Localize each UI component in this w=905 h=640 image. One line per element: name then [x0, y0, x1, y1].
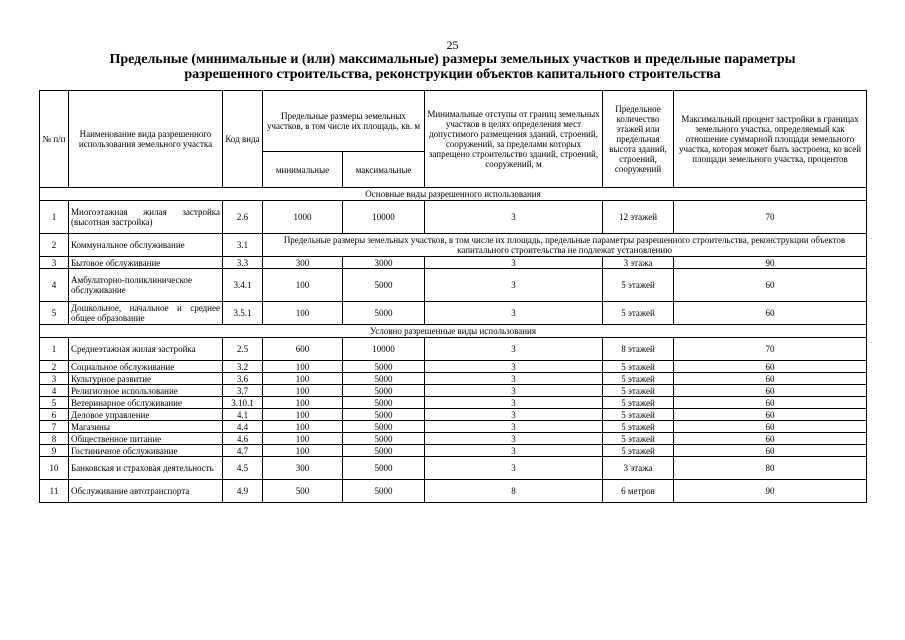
cell-min: 100: [263, 433, 343, 445]
cell-setback: 3: [425, 409, 603, 421]
table-row: [40, 338, 867, 361]
cell-setback: 3: [425, 385, 603, 397]
header-percent: Максимальный процент застройки в границах земельного участка, определяемый как отношение суммарной площади земельного участка, которая может быть застроена, ко всей площади земельного участка, процентов: [674, 91, 867, 188]
cell-max: 3000: [343, 257, 425, 269]
cell-percent: 60: [674, 361, 867, 373]
table-row: [40, 445, 867, 457]
cell-setback: 3: [425, 201, 603, 234]
cell-setback: 3: [425, 269, 603, 302]
cell-min: 100: [263, 397, 343, 409]
cell-num: 4: [40, 269, 69, 302]
land-parameters-table: [39, 90, 867, 503]
cell-name: Среднеэтажная жилая застройка: [69, 338, 223, 361]
cell-floors: 5 этажей: [603, 433, 674, 445]
title-line-2: разрешенного строительства, реконструкции объектов капитального строительства: [184, 67, 721, 82]
header-num: № п/п: [40, 91, 69, 188]
cell-code: 4.4: [223, 421, 263, 433]
table-row: [40, 201, 867, 234]
cell-num: 10: [40, 457, 69, 480]
cell-percent: 80: [674, 457, 867, 480]
header-code: Код вида: [223, 91, 263, 188]
cell-code: 3.1: [223, 234, 263, 257]
cell-max: 5000: [343, 385, 425, 397]
cell-setback: 3: [425, 445, 603, 457]
cell-name: Бытовое обслуживание: [69, 257, 223, 269]
cell-num: 1: [40, 201, 69, 234]
table-row: [40, 257, 867, 269]
cell-percent: 60: [674, 302, 867, 325]
cell-name: Культурное развитие: [69, 373, 223, 385]
cell-name: Гостиничное обслуживание: [69, 445, 223, 457]
cell-setback: 3: [425, 433, 603, 445]
cell-min: 600: [263, 338, 343, 361]
cell-min: 100: [263, 361, 343, 373]
cell-floors: 5 этажей: [603, 373, 674, 385]
table-row: [40, 421, 867, 433]
cell-max: 5000: [343, 409, 425, 421]
cell-num: 7: [40, 421, 69, 433]
cell-setback: 3: [425, 338, 603, 361]
cell-setback: 3: [425, 257, 603, 269]
cell-num: 8: [40, 433, 69, 445]
header-min: минимальные: [263, 152, 343, 188]
cell-code: 4.5: [223, 457, 263, 480]
cell-name: Дошкольное, начальное и среднее общее образование: [69, 302, 223, 325]
cell-max: 5000: [343, 373, 425, 385]
cell-min: 100: [263, 269, 343, 302]
cell-percent: 70: [674, 338, 867, 361]
cell-name: Банковская и страховая деятельность: [69, 457, 223, 480]
header-setback: Минимальные отступы от границ земельных участков в целях определения мест допустимого размещения зданий, строений, сооружений, за пределами которых запрещено строительство зданий, строений, сооружений, м: [425, 91, 603, 188]
cell-max: 5000: [343, 361, 425, 373]
cell-max: 5000: [343, 269, 425, 302]
cell-name: Обслуживание автотранспорта: [69, 480, 223, 503]
section-row-conditional: [40, 325, 867, 338]
table-row: [40, 457, 867, 480]
table-row: [40, 361, 867, 373]
section-row-main: [40, 188, 867, 201]
cell-min: 100: [263, 421, 343, 433]
cell-min: 100: [263, 302, 343, 325]
cell-code: 3.3: [223, 257, 263, 269]
cell-floors: 3 этажа: [603, 257, 674, 269]
cell-num: 3: [40, 257, 69, 269]
cell-percent: 90: [674, 480, 867, 503]
header-name: Наименование вида разрешенного использования земельного участка: [69, 91, 223, 188]
table-row: [40, 433, 867, 445]
cell-percent: 60: [674, 409, 867, 421]
section-title-main: Основные виды разрешенного использования: [40, 188, 867, 201]
cell-name: Магазины: [69, 421, 223, 433]
table-row: [40, 302, 867, 325]
cell-floors: 5 этажей: [603, 385, 674, 397]
cell-percent: 60: [674, 385, 867, 397]
cell-percent: 60: [674, 445, 867, 457]
cell-code: 3.2: [223, 361, 263, 373]
cell-min: 300: [263, 457, 343, 480]
cell-name: Социальное обслуживание: [69, 361, 223, 373]
cell-min: 100: [263, 445, 343, 457]
cell-min: 300: [263, 257, 343, 269]
cell-max: 10000: [343, 338, 425, 361]
cell-code: 2.5: [223, 338, 263, 361]
cell-code: 4.6: [223, 433, 263, 445]
cell-percent: 90: [674, 257, 867, 269]
cell-max: 10000: [343, 201, 425, 234]
cell-code: 3.7: [223, 385, 263, 397]
cell-code: 3.10.1: [223, 397, 263, 409]
cell-num: 9: [40, 445, 69, 457]
cell-max: 5000: [343, 433, 425, 445]
cell-percent: 60: [674, 269, 867, 302]
cell-num: 3: [40, 373, 69, 385]
cell-name: Ветеринарное обслуживание: [69, 397, 223, 409]
table-row: [40, 480, 867, 503]
cell-floors: 5 этажей: [603, 421, 674, 433]
table-row: [40, 385, 867, 397]
title-line-1: Предельные (минимальные и (или) максимальные) размеры земельных участков и предельные параметры: [109, 52, 796, 67]
page-number: 25: [446, 38, 459, 52]
cell-percent: 70: [674, 201, 867, 234]
cell-num: 6: [40, 409, 69, 421]
cell-code: 3.6: [223, 373, 263, 385]
cell-setback: 3: [425, 361, 603, 373]
cell-percent: 60: [674, 421, 867, 433]
table-row: [40, 373, 867, 385]
cell-floors: 5 этажей: [603, 361, 674, 373]
section-title-conditional: Условно разрешенные виды использования: [40, 325, 867, 338]
cell-floors: 12 этажей: [603, 201, 674, 234]
cell-name: Общественное питание: [69, 433, 223, 445]
cell-name: Многоэтажная жилая застройка (высотная застройка): [69, 201, 223, 234]
cell-setback: 8: [425, 480, 603, 503]
cell-max: 5000: [343, 397, 425, 409]
header-sizes: Предельные размеры земельных участков, в том числе их площадь, кв. м: [263, 91, 425, 152]
cell-floors: 5 этажей: [603, 445, 674, 457]
cell-name: Деловое управление: [69, 409, 223, 421]
cell-code: 4.9: [223, 480, 263, 503]
cell-floors: 5 этажей: [603, 397, 674, 409]
cell-code: 3.4.1: [223, 269, 263, 302]
cell-num: 4: [40, 385, 69, 397]
cell-percent: 60: [674, 433, 867, 445]
table-row: [40, 397, 867, 409]
cell-min: 100: [263, 409, 343, 421]
document-title: [40, 52, 865, 82]
cell-floors: 8 этажей: [603, 338, 674, 361]
cell-max: 5000: [343, 457, 425, 480]
cell-floors: 5 этажей: [603, 269, 674, 302]
cell-setback: 3: [425, 397, 603, 409]
header-floors: Предельное количество этажей или предельная высота зданий, строений, сооружений: [603, 91, 674, 188]
cell-num: 5: [40, 302, 69, 325]
cell-setback: 3: [425, 373, 603, 385]
cell-min: 100: [263, 373, 343, 385]
cell-name: Религиозное использование: [69, 385, 223, 397]
cell-code: 4.7: [223, 445, 263, 457]
cell-num: 5: [40, 397, 69, 409]
cell-max: 5000: [343, 421, 425, 433]
cell-num: 2: [40, 361, 69, 373]
cell-max: 5000: [343, 302, 425, 325]
cell-setback: 3: [425, 421, 603, 433]
cell-setback: 3: [425, 302, 603, 325]
cell-name: Амбулаторно-поликлиническое обслуживание: [69, 269, 223, 302]
cell-percent: 60: [674, 373, 867, 385]
cell-min: 500: [263, 480, 343, 503]
cell-floors: 3 этажа: [603, 457, 674, 480]
table-row: [40, 269, 867, 302]
cell-max: 5000: [343, 445, 425, 457]
cell-num: 2: [40, 234, 69, 257]
cell-code: 4.1: [223, 409, 263, 421]
cell-code: 2.6: [223, 201, 263, 234]
cell-num: 11: [40, 480, 69, 503]
table-row: [40, 409, 867, 421]
cell-floors: 6 метров: [603, 480, 674, 503]
cell-name: Коммунальное обслуживание: [69, 234, 223, 257]
cell-max: 5000: [343, 480, 425, 503]
header-max: максимальные: [343, 152, 425, 188]
cell-min: 100: [263, 385, 343, 397]
cell-num: 1: [40, 338, 69, 361]
cell-percent: 60: [674, 397, 867, 409]
cell-code: 3.5.1: [223, 302, 263, 325]
cell-floors: 5 этажей: [603, 302, 674, 325]
cell-min: 1000: [263, 201, 343, 234]
cell-setback: 3: [425, 457, 603, 480]
cell-floors: 5 этажей: [603, 409, 674, 421]
cell-note: Предельные размеры земельных участков, в том числе их площадь, предельные параметры разрешенного строительства, реконструкции объектов капитального строительства не подлежат установлению: [263, 234, 867, 257]
table-row: [40, 234, 867, 257]
table-header-row: [40, 91, 867, 152]
